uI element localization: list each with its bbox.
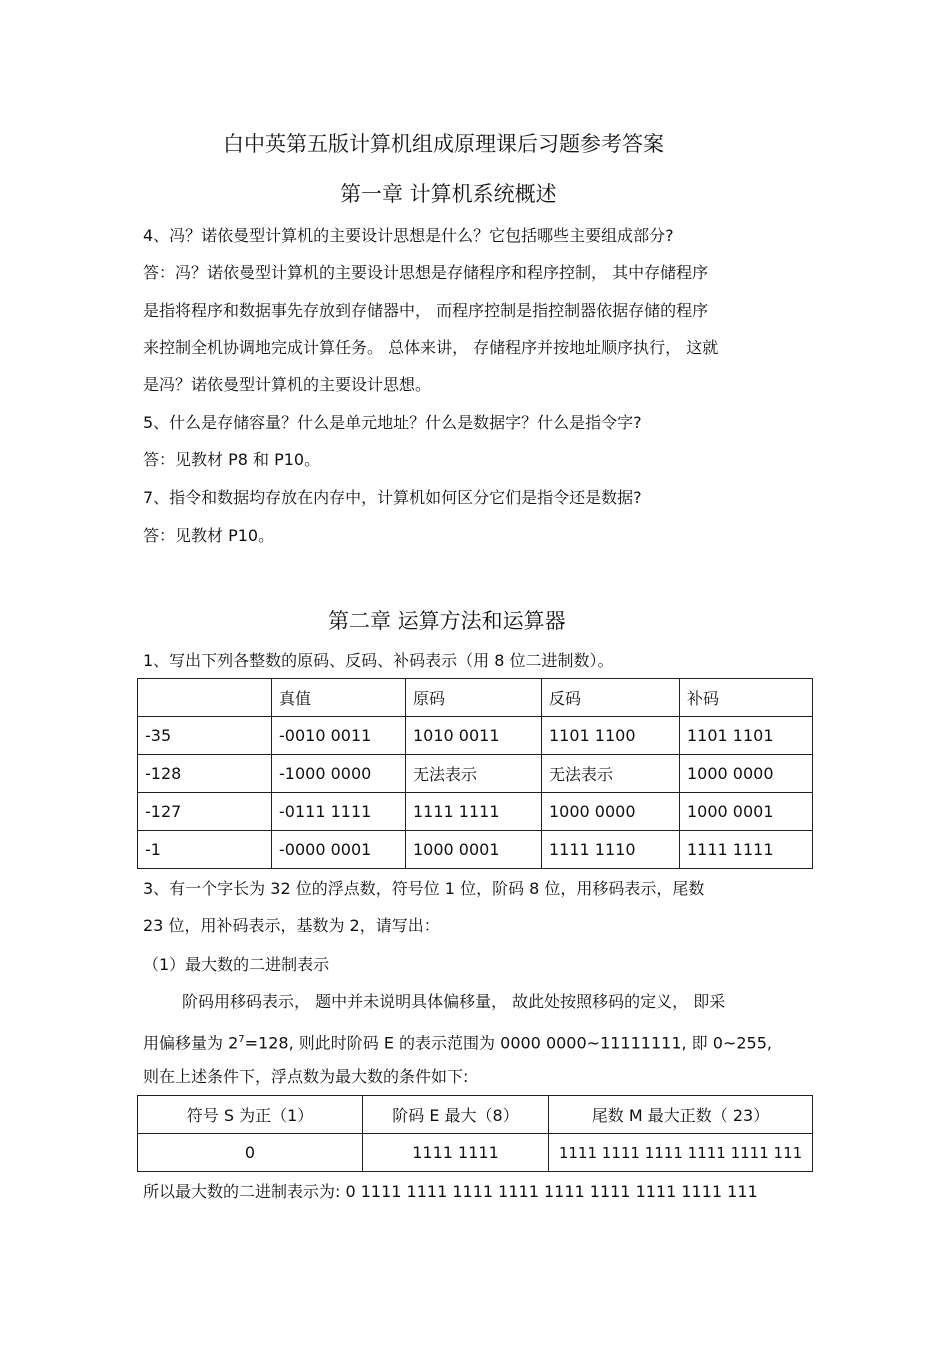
ch1-line-8: 7、指令和数据均存放在内存中，计算机如何区分它们是指令还是数据?	[143, 488, 642, 507]
ch2-question-1: 1、写出下列各整数的原码、反码、补码表示（用 8 位二进制数）。	[143, 651, 614, 670]
table-cell: -1000 0000	[272, 755, 406, 793]
table-cell: -127	[138, 793, 272, 831]
table-cell: 1111 1111	[406, 793, 542, 831]
table-cell: 1111 1110	[542, 831, 680, 869]
table-cell: 1000 0000	[680, 755, 813, 793]
table-cell: 1111 1111	[363, 1134, 549, 1172]
table-header-cell: 符号 S 为正（1）	[138, 1096, 363, 1134]
table-row	[138, 1134, 813, 1172]
table-header-cell: 原码	[406, 679, 542, 717]
document-title: 白中英第五版计算机组成原理课后习题参考答案	[223, 132, 664, 156]
para-line-1: 阶码用移码表示， 题中并未说明具体偏移量， 故此处按照移码的定义， 即采	[182, 992, 726, 1011]
ch2-question-3-line-2: 23 位，用补码表示，基数为 2，请写出：	[143, 916, 440, 935]
table-header-cell: 反码	[542, 679, 680, 717]
ch1-line-3: 是指将程序和数据事先存放到存储器中， 而程序控制是指控制器依据存储的程序	[143, 301, 709, 320]
table-row	[138, 831, 813, 869]
ch2-question-3-line-1: 3、有一个字长为 32 位的浮点数，符号位 1 位，阶码 8 位，用移码表示，尾数	[143, 879, 705, 898]
table-header-cell: 真值	[272, 679, 406, 717]
table-cell: 1000 0001	[406, 831, 542, 869]
ch1-line-5: 是冯？诺依曼型计算机的主要设计思想。	[143, 375, 432, 394]
table-cell: 无法表示	[542, 755, 680, 793]
table-cell: 1101 1101	[680, 717, 813, 755]
table-cell: -0010 0011	[272, 717, 406, 755]
table-cell: -35	[138, 717, 272, 755]
chapter-2-title: 第二章 运算方法和运算器	[328, 609, 566, 633]
result-line: 所以最大数的二进制表示为: 0 1111 1111 1111 1111 1111 1111 1111 1111 111	[143, 1182, 758, 1201]
para-line-2-start: 用偏移量为 2	[143, 1033, 239, 1053]
table-cell: 1010 0011	[406, 717, 542, 755]
ch1-line-7: 答：见教材 P8 和 P10。	[143, 450, 321, 469]
table-cell: 无法表示	[406, 755, 542, 793]
para-line-2-end: =128, 则此时阶码 E 的表示范围为 0000 0000~11111111, 即 0~255,	[244, 1033, 772, 1053]
ch1-line-9: 答：见教材 P10。	[143, 526, 275, 545]
code-table	[137, 678, 813, 869]
table-cell: -0111 1111	[272, 793, 406, 831]
table-header-row	[138, 1096, 813, 1134]
table-cell: 1000 0000	[542, 793, 680, 831]
table-header-cell: 补码	[680, 679, 813, 717]
table-row	[138, 793, 813, 831]
table-cell: -1	[138, 831, 272, 869]
table-cell: 1111 1111 1111 1111 1111 111	[549, 1134, 813, 1172]
ch2-question-3-sub-1: （1）最大数的二进制表示	[143, 955, 330, 974]
table-header-cell: 尾数 M 最大正数（ 23）	[549, 1096, 813, 1134]
table-cell: 0	[138, 1134, 363, 1172]
ch1-line-6: 5、什么是存储容量？什么是单元地址？什么是数据字？什么是指令字?	[143, 413, 642, 432]
table-cell: 1111 1111	[680, 831, 813, 869]
table-header-row	[138, 679, 813, 717]
table-cell: -0000 0001	[272, 831, 406, 869]
table-cell: 1101 1100	[542, 717, 680, 755]
exponent: 7	[238, 1034, 245, 1045]
table-row	[138, 755, 813, 793]
max-number-table	[137, 1095, 813, 1172]
para-line-3: 则在上述条件下，浮点数为最大数的条件如下:	[143, 1067, 469, 1086]
ch1-line-2: 答：冯？诺依曼型计算机的主要设计思想是存储程序和程序控制， 其中存储程序	[143, 263, 709, 282]
ch1-line-4: 来控制全机协调地完成计算任务。 总体来讲， 存储程序并按地址顺序执行， 这就	[143, 338, 719, 357]
table-header-cell	[138, 679, 272, 717]
table-cell: -128	[138, 755, 272, 793]
chapter-1-title: 第一章 计算机系统概述	[340, 182, 557, 206]
ch1-line-1: 4、冯？诺依曼型计算机的主要设计思想是什么？它包括哪些主要组成部分?	[143, 226, 674, 245]
para-line-2	[143, 1032, 772, 1051]
table-row	[138, 717, 813, 755]
table-cell: 1000 0001	[680, 793, 813, 831]
table-header-cell: 阶码 E 最大（8）	[363, 1096, 549, 1134]
